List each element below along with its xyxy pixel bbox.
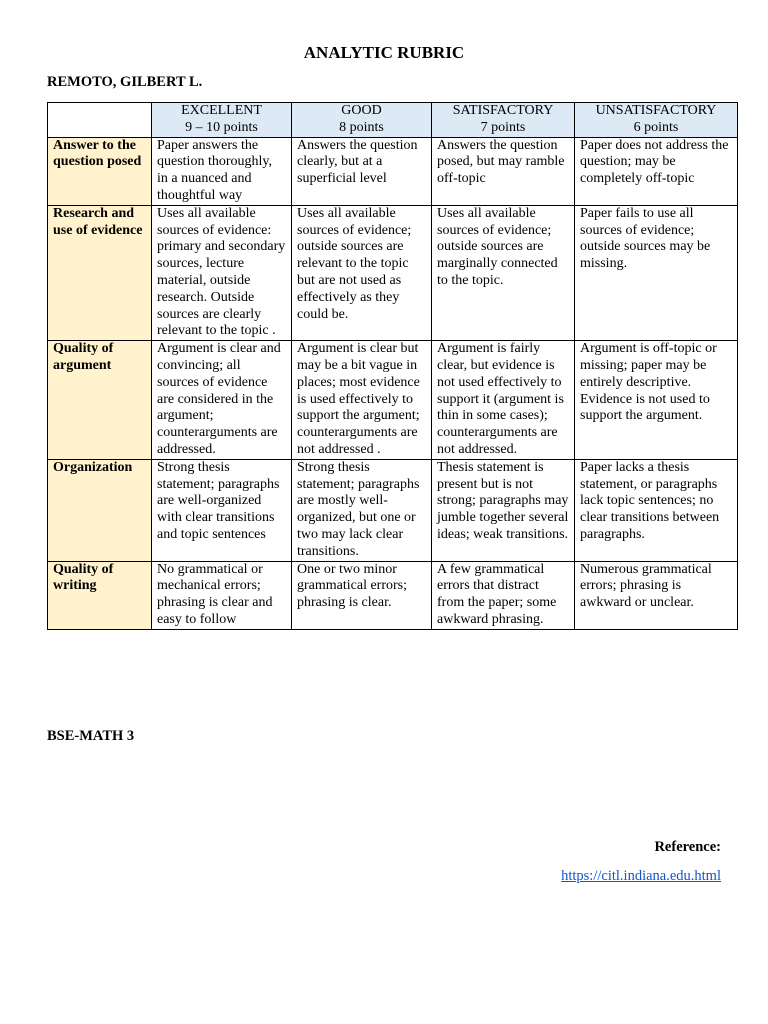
- descriptor-cell: Uses all available sources of evidence: primary and secondary sources, lecture material, outside research. Outside sources are clearly relevant to the topic .: [152, 205, 292, 340]
- level-header-excellent: [152, 103, 292, 138]
- descriptor-cell: No grammatical or mechanical errors; phrasing is clear and easy to follow: [152, 561, 292, 629]
- reference-link[interactable]: https://citl.indiana.edu.html: [561, 868, 721, 884]
- descriptor-cell: Strong thesis statement; paragraphs are well-organized with clear transitions and topic sentences: [152, 459, 292, 561]
- descriptor-cell: A few grammatical errors that distract from the paper; some awkward phrasing.: [432, 561, 575, 629]
- level-header-satisfactory: [432, 103, 575, 138]
- criterion-cell: Answer to the question posed: [48, 137, 152, 205]
- rubric-row-organization: [48, 459, 738, 561]
- level-points: 8 points: [339, 119, 384, 135]
- student-name: REMOTO, GILBERT L.: [47, 74, 203, 90]
- level-header-row: [48, 103, 738, 138]
- rubric-row-answer: [48, 137, 738, 205]
- descriptor-cell: Numerous grammatical errors; phrasing is awkward or unclear.: [575, 561, 738, 629]
- rubric-row-research: [48, 205, 738, 340]
- level-name: EXCELLENT: [181, 103, 262, 118]
- level-name: SATISFACTORY: [452, 103, 554, 118]
- criterion-cell: Quality of writing: [48, 561, 152, 629]
- level-points: 7 points: [480, 119, 526, 135]
- criterion-cell: Quality of argument: [48, 341, 152, 460]
- descriptor-cell: Uses all available sources of evidence; outside sources are marginally connected to the topic.: [432, 205, 575, 340]
- descriptor-cell: Uses all available sources of evidence; outside sources are relevant to the topic but are not used as effectively as they could be.: [292, 205, 432, 340]
- rubric-row-argument: [48, 341, 738, 460]
- descriptor-cell: Answers the question posed, but may ramble off-topic: [432, 137, 575, 205]
- reference-label: Reference:: [654, 839, 721, 855]
- level-points: 9 – 10 points: [185, 119, 258, 135]
- level-header-good: [292, 103, 432, 138]
- descriptor-cell: One or two minor grammatical errors; phrasing is clear.: [292, 561, 432, 629]
- rubric-row-writing: [48, 561, 738, 629]
- level-header-unsatisfactory: [575, 103, 738, 138]
- level-name: UNSATISFACTORY: [595, 103, 717, 118]
- descriptor-cell: Thesis statement is present but is not strong; paragraphs may jumble together several ideas; weak transitions.: [432, 459, 575, 561]
- descriptor-cell: Answers the question clearly, but at a superficial level: [292, 137, 432, 205]
- corner-cell: [48, 103, 152, 138]
- course-label: BSE-MATH 3: [47, 728, 135, 744]
- descriptor-cell: Paper answers the question thoroughly, in a nuanced and thoughtful way: [152, 137, 292, 205]
- level-points: 6 points: [633, 119, 679, 135]
- descriptor-cell: Argument is off-topic or missing; paper may be entirely descriptive. Evidence is not used to support the argument.: [575, 341, 738, 460]
- criterion-cell: Organization: [48, 459, 152, 561]
- document-title: ANALYTIC RUBRIC: [303, 43, 465, 62]
- criterion-cell: Research and use of evidence: [48, 205, 152, 340]
- descriptor-cell: Argument is clear and convincing; all sources of evidence are considered in the argument; counterarguments are addressed.: [152, 341, 292, 460]
- level-name: GOOD: [341, 103, 382, 118]
- descriptor-cell: Paper fails to use all sources of evidence; outside sources may be missing.: [575, 205, 738, 340]
- descriptor-cell: Paper does not address the question; may be completely off-topic: [575, 137, 738, 205]
- rubric-table: [47, 102, 738, 630]
- descriptor-cell: Argument is clear but may be a bit vague in places; most evidence is used effectively to support the argument; counterarguments are not addressed .: [292, 341, 432, 460]
- descriptor-cell: Paper lacks a thesis statement, or paragraphs lack topic sentences; no clear transitions between paragraphs.: [575, 459, 738, 561]
- descriptor-cell: Strong thesis statement; paragraphs are mostly well-organized, but one or two may lack clear transitions.: [292, 459, 432, 561]
- descriptor-cell: Argument is fairly clear, but evidence is not used effectively to support it (argument is thin in some cases); counterarguments are not addressed.: [432, 341, 575, 460]
